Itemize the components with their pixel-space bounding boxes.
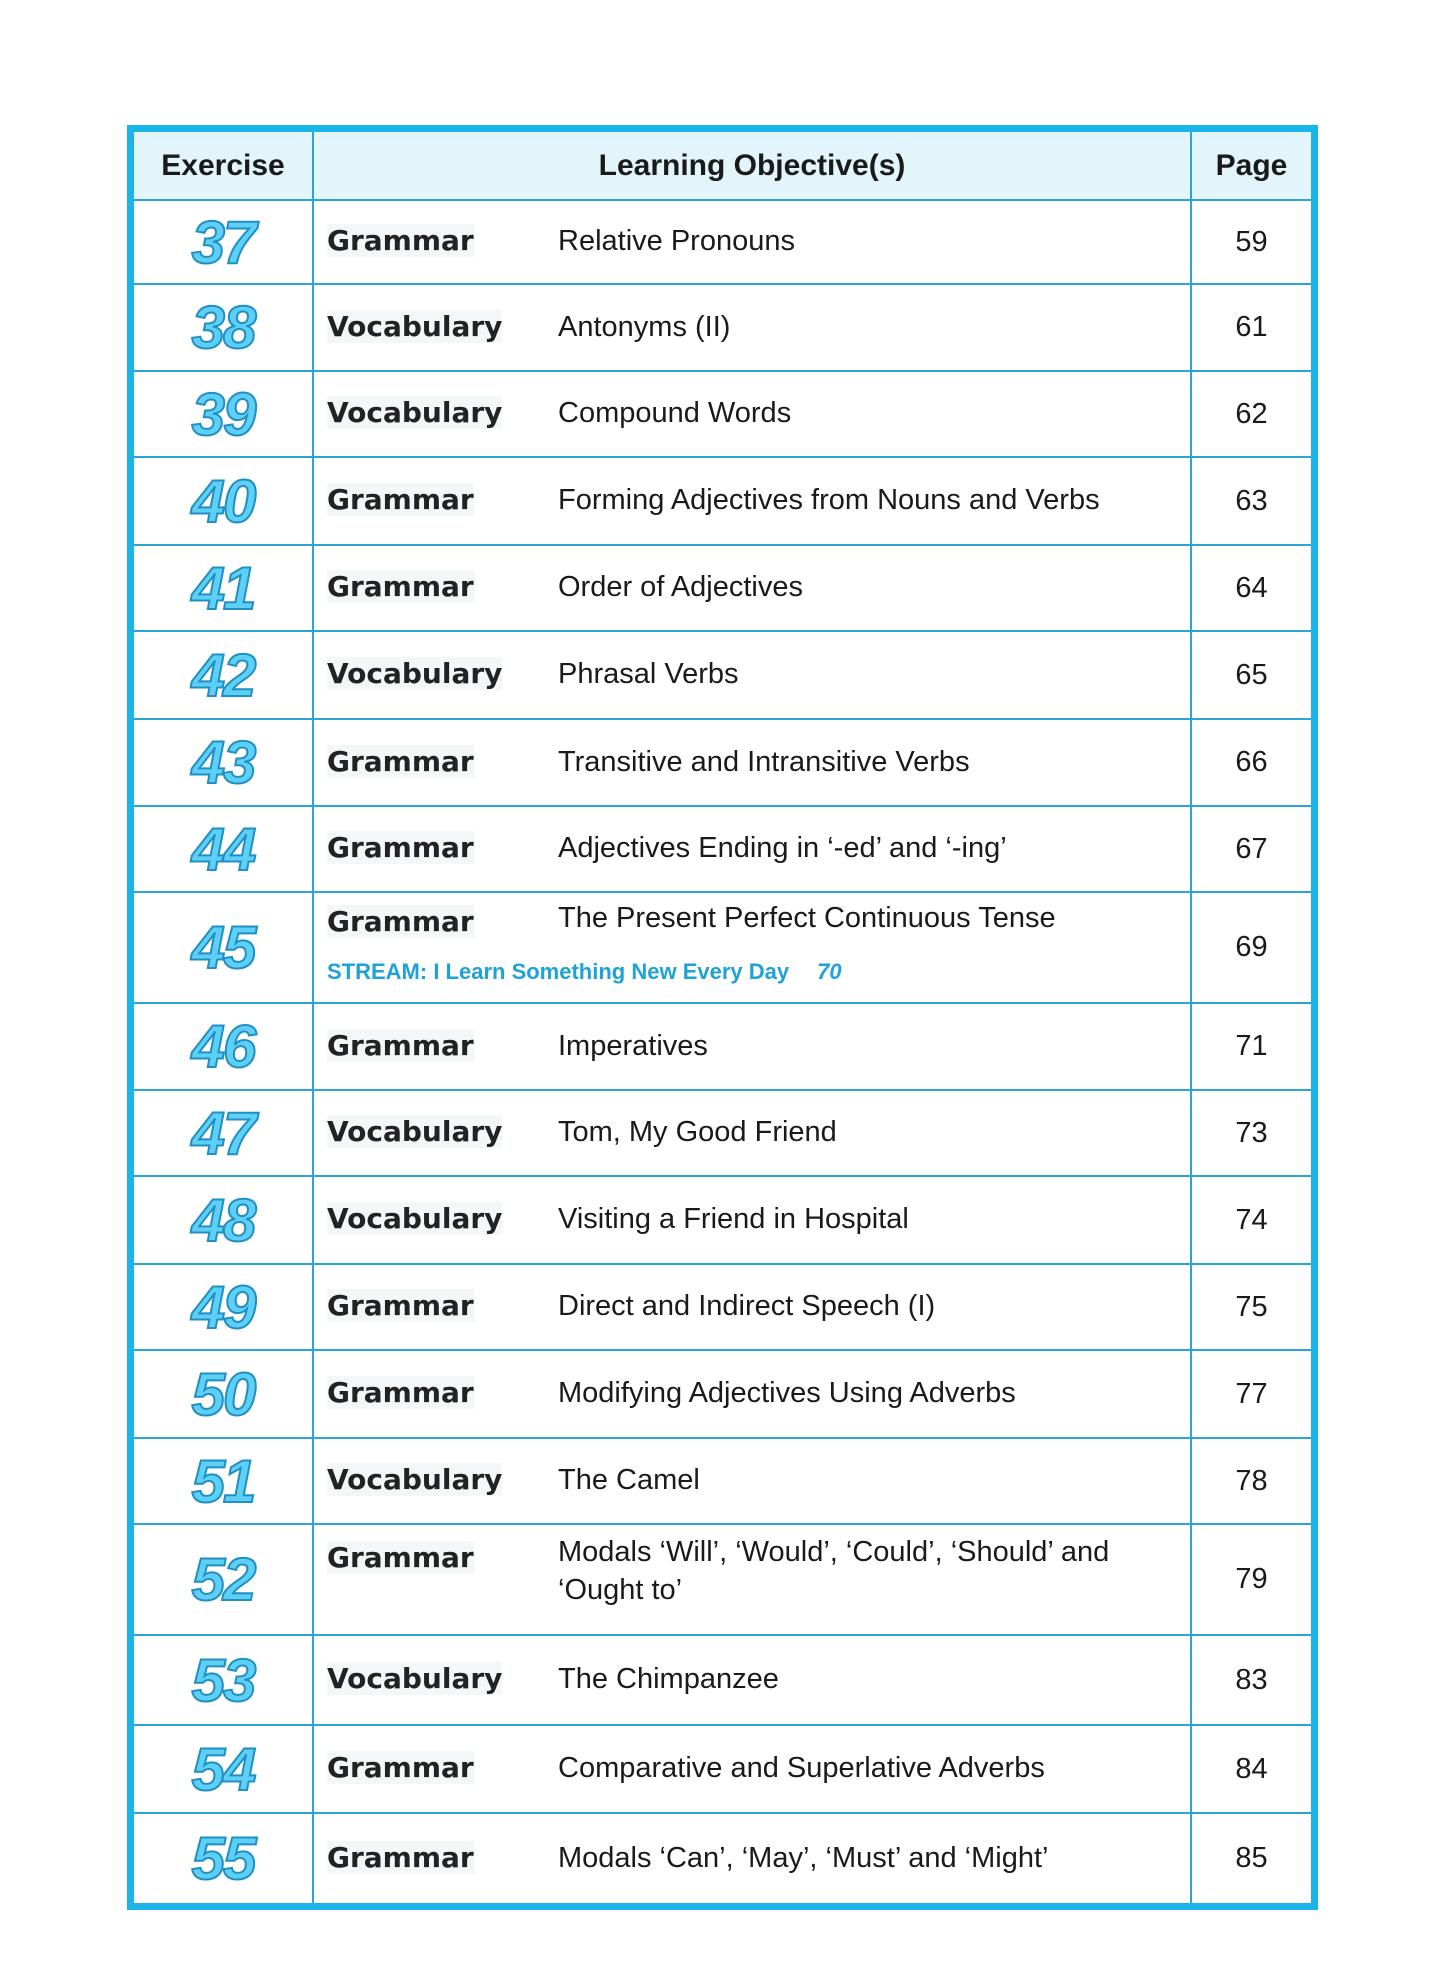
exercise-number: 50 bbox=[191, 1360, 255, 1428]
table-header bbox=[134, 132, 1311, 199]
category-label: Grammar bbox=[327, 1376, 474, 1409]
category-label: Grammar bbox=[327, 1289, 474, 1322]
exercise-number: 41 bbox=[191, 554, 255, 622]
exercise-cell bbox=[134, 1091, 314, 1175]
category-label: Grammar bbox=[327, 1840, 474, 1874]
objective-cell bbox=[314, 1525, 1192, 1634]
category-label: Grammar bbox=[327, 224, 474, 257]
category-label: Vocabulary bbox=[327, 1463, 503, 1496]
exercise-number: 45 bbox=[191, 914, 255, 981]
page-number: 66 bbox=[1235, 746, 1268, 778]
objective-text: Visiting a Friend in Hospital bbox=[558, 1203, 909, 1235]
objective-cell bbox=[314, 285, 1192, 370]
objective-cell bbox=[314, 720, 1192, 805]
objective-cell bbox=[314, 458, 1192, 544]
objective-text: Comparative and Superlative Adverbs bbox=[558, 1752, 1045, 1784]
page-number: 62 bbox=[1235, 397, 1268, 430]
stream-link[interactable] bbox=[327, 959, 842, 985]
table-row bbox=[134, 1634, 1311, 1724]
exercise-cell bbox=[134, 1351, 314, 1437]
objective-text: The Chimpanzee bbox=[558, 1663, 779, 1695]
table-row bbox=[134, 630, 1311, 718]
objective-cell bbox=[314, 201, 1192, 283]
table-row bbox=[134, 1175, 1311, 1263]
exercise-number: 52 bbox=[191, 1546, 255, 1613]
objective-cell bbox=[314, 1004, 1192, 1089]
exercise-number: 51 bbox=[191, 1447, 255, 1515]
objective-cell bbox=[314, 1636, 1192, 1724]
objective-text: Relative Pronouns bbox=[558, 225, 795, 257]
objective-cell bbox=[314, 1091, 1192, 1175]
exercise-cell bbox=[134, 1726, 314, 1812]
exercise-number: 43 bbox=[191, 729, 255, 796]
category-label: Grammar bbox=[327, 744, 474, 778]
table-row bbox=[134, 805, 1311, 891]
exercise-cell bbox=[134, 458, 314, 544]
objective-text: Tom, My Good Friend bbox=[558, 1116, 837, 1148]
exercise-cell bbox=[134, 1004, 314, 1089]
page-number: 77 bbox=[1235, 1377, 1268, 1410]
table-row bbox=[134, 1349, 1311, 1437]
header-exercise: Exercise bbox=[134, 132, 314, 199]
exercise-cell bbox=[134, 893, 314, 1002]
objective-text: The Present Perfect Continuous Tense bbox=[558, 902, 1056, 934]
exercise-cell bbox=[134, 546, 314, 630]
page-number: 69 bbox=[1235, 931, 1268, 963]
page-number: 67 bbox=[1235, 832, 1268, 865]
exercise-number: 40 bbox=[191, 467, 255, 535]
objective-text: Antonyms (II) bbox=[558, 310, 731, 343]
header-objective: Learning Objective(s) bbox=[314, 132, 1192, 199]
exercise-cell bbox=[134, 201, 314, 283]
table-row bbox=[134, 283, 1311, 370]
table-row bbox=[134, 456, 1311, 544]
table-row bbox=[134, 1437, 1311, 1523]
page-number: 79 bbox=[1235, 1563, 1268, 1595]
objective-text: Modifying Adjectives Using Adverbs bbox=[558, 1377, 1016, 1409]
objective-text: Forming Adjectives from Nouns and Verbs bbox=[558, 484, 1100, 516]
category-label: Grammar bbox=[327, 483, 474, 516]
page-number: 64 bbox=[1235, 571, 1268, 604]
page-number: 61 bbox=[1235, 311, 1268, 343]
exercise-number: 39 bbox=[191, 380, 255, 448]
page-number: 83 bbox=[1235, 1663, 1268, 1696]
exercise-cell bbox=[134, 285, 314, 370]
exercise-cell bbox=[134, 1265, 314, 1349]
table-row bbox=[134, 718, 1311, 805]
objective-text: Compound Words bbox=[558, 397, 792, 429]
exercise-cell bbox=[134, 1439, 314, 1523]
objective-text: Transitive and Intransitive Verbs bbox=[558, 745, 970, 778]
objective-cell bbox=[314, 372, 1192, 456]
contents-table bbox=[127, 125, 1318, 1910]
exercise-number: 38 bbox=[191, 294, 255, 361]
exercise-number: 42 bbox=[191, 641, 255, 709]
table-row bbox=[134, 1523, 1311, 1634]
objective-cell bbox=[314, 1351, 1192, 1437]
page-number: 75 bbox=[1235, 1290, 1268, 1323]
exercise-cell bbox=[134, 1525, 314, 1634]
page-number: 65 bbox=[1235, 658, 1268, 691]
category-label: Vocabulary bbox=[327, 1115, 503, 1148]
category-label: Vocabulary bbox=[327, 657, 503, 690]
table-row bbox=[134, 544, 1311, 630]
page-number: 74 bbox=[1235, 1203, 1268, 1236]
exercise-number: 44 bbox=[191, 815, 255, 883]
exercise-number: 46 bbox=[191, 1013, 255, 1080]
objective-text: Modals ‘Can’, ‘May’, ‘Must’ and ‘Might’ bbox=[558, 1841, 1049, 1874]
objective-text: The Camel bbox=[558, 1464, 700, 1496]
page-number: 78 bbox=[1235, 1464, 1268, 1497]
exercise-number: 54 bbox=[191, 1735, 255, 1803]
exercise-cell bbox=[134, 1636, 314, 1724]
table-row bbox=[134, 199, 1311, 283]
table-row bbox=[134, 1089, 1311, 1175]
objective-cell bbox=[314, 807, 1192, 891]
page-number: 85 bbox=[1235, 1842, 1268, 1874]
exercise-cell bbox=[134, 1814, 314, 1903]
table-row bbox=[134, 891, 1311, 1002]
exercise-number: 37 bbox=[191, 208, 255, 276]
page-number: 59 bbox=[1235, 225, 1268, 258]
table-row bbox=[134, 1812, 1311, 1903]
header-page: Page bbox=[1215, 148, 1288, 182]
objective-text: Phrasal Verbs bbox=[558, 658, 739, 690]
page-number: 84 bbox=[1235, 1752, 1268, 1785]
exercise-number: 48 bbox=[191, 1186, 255, 1254]
exercise-cell bbox=[134, 632, 314, 718]
objective-cell bbox=[314, 546, 1192, 630]
category-label: Grammar bbox=[327, 1028, 474, 1062]
page-number: 73 bbox=[1235, 1116, 1268, 1149]
category-label: Grammar bbox=[327, 570, 474, 603]
objective-text: Adjectives Ending in ‘-ed’ and ‘-ing’ bbox=[558, 832, 1007, 864]
objective-cell bbox=[314, 1439, 1192, 1523]
table-row bbox=[134, 1263, 1311, 1349]
exercise-number: 55 bbox=[191, 1825, 255, 1892]
exercise-number: 49 bbox=[191, 1273, 255, 1341]
exercise-number: 47 bbox=[191, 1099, 255, 1167]
category-label: Grammar bbox=[327, 905, 474, 938]
objective-cell bbox=[314, 632, 1192, 718]
category-label: Vocabulary bbox=[327, 1202, 503, 1235]
category-label: Vocabulary bbox=[327, 309, 503, 343]
objective-text: Modals ‘Will’, ‘Would’, ‘Could’, ‘Should’ and ‘Ought to’ bbox=[558, 1536, 1110, 1606]
page-number: 71 bbox=[1235, 1030, 1268, 1062]
exercise-cell bbox=[134, 807, 314, 891]
objective-cell bbox=[314, 893, 1192, 1002]
table-row bbox=[134, 1002, 1311, 1089]
page-number: 63 bbox=[1235, 484, 1268, 517]
objective-cell bbox=[314, 1726, 1192, 1812]
objective-text: Imperatives bbox=[558, 1029, 708, 1062]
stream-page: 70 bbox=[817, 959, 842, 984]
table-row bbox=[134, 1724, 1311, 1812]
category-label: Vocabulary bbox=[327, 396, 503, 429]
exercise-cell bbox=[134, 372, 314, 456]
exercise-number: 53 bbox=[191, 1646, 255, 1714]
objective-cell bbox=[314, 1177, 1192, 1263]
objective-cell bbox=[314, 1814, 1192, 1903]
objective-cell bbox=[314, 1265, 1192, 1349]
table-row bbox=[134, 370, 1311, 456]
objective-text: Order of Adjectives bbox=[558, 571, 803, 603]
category-label: Vocabulary bbox=[327, 1662, 503, 1695]
category-label: Grammar bbox=[327, 1751, 474, 1784]
stream-title: STREAM: I Learn Something New Every Day bbox=[327, 959, 790, 984]
exercise-cell bbox=[134, 1177, 314, 1263]
category-label: Grammar bbox=[327, 831, 474, 864]
category-label: Grammar bbox=[327, 1541, 474, 1574]
exercise-cell bbox=[134, 720, 314, 805]
objective-text: Direct and Indirect Speech (I) bbox=[558, 1290, 936, 1322]
